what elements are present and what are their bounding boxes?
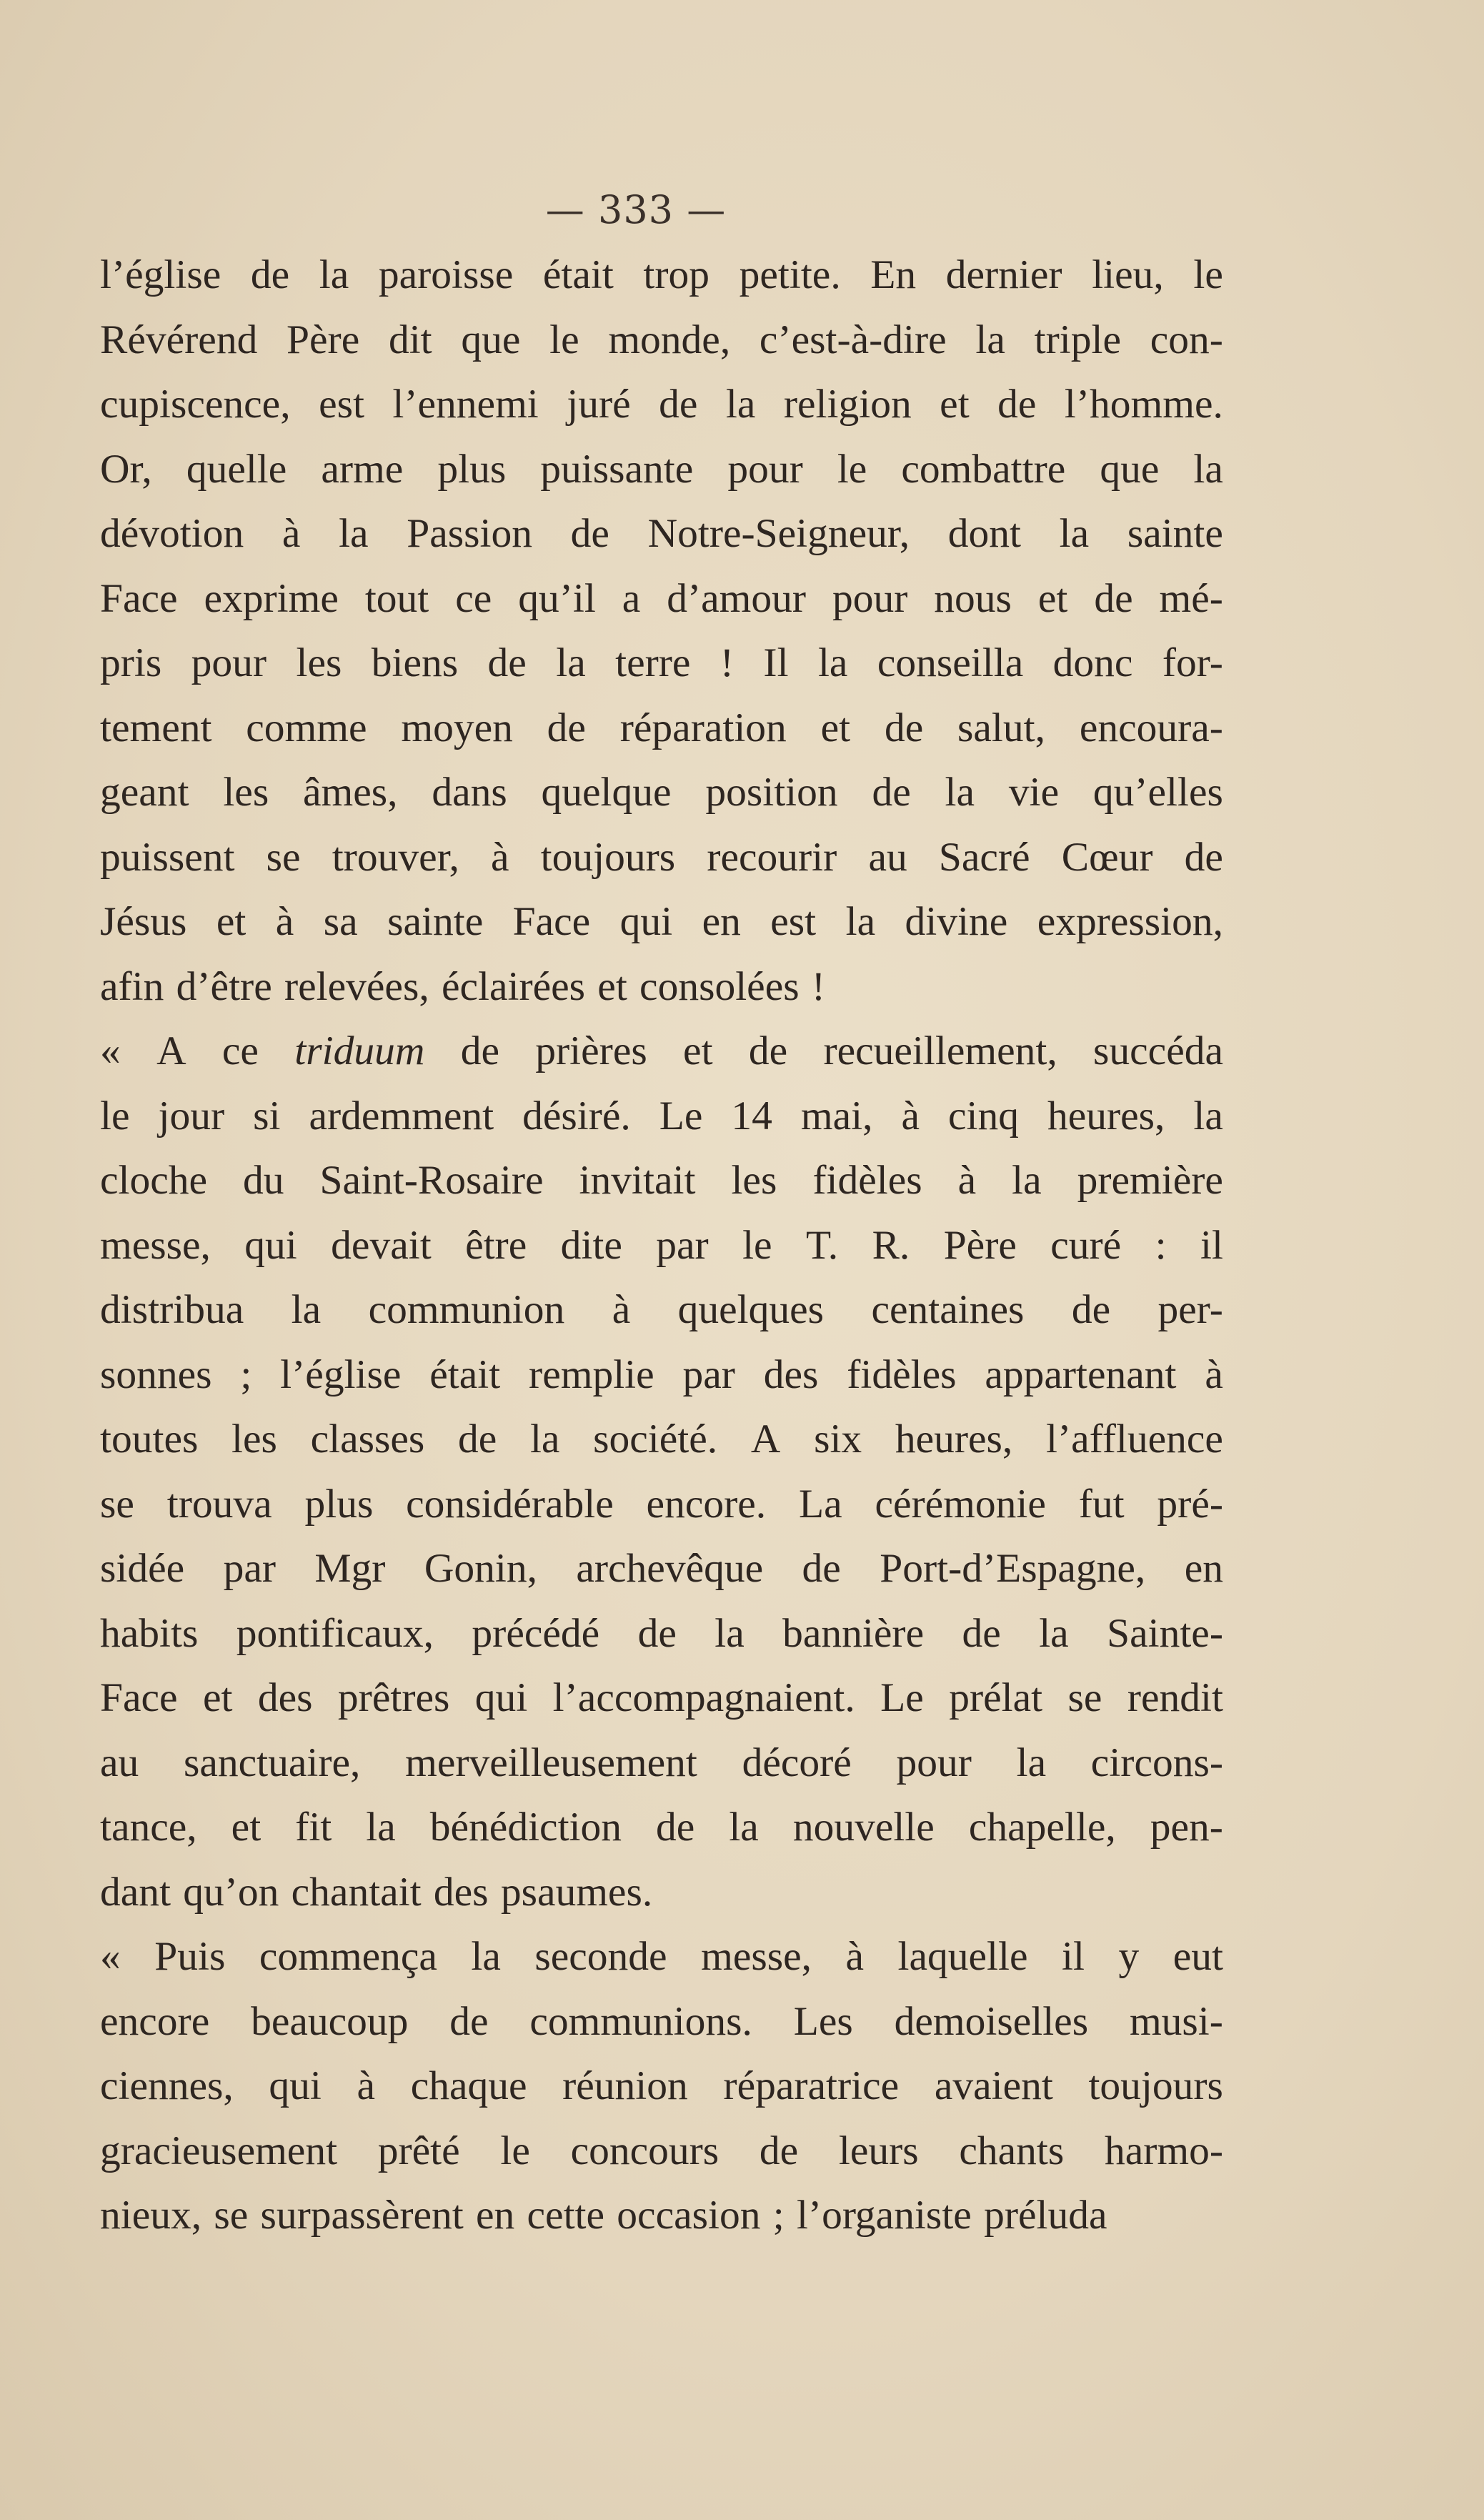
text-line: toutes les classes de la société. A six heures, l’affluence [100, 1417, 1223, 1462]
text-line: gracieusement prêté le concours de leurs chants harmo- [100, 2128, 1223, 2173]
text-line: ciennes, qui à chaque réunion réparatrice avaient toujours [100, 2063, 1223, 2108]
text-line: dant qu’on chantait des psaumes. [100, 1869, 653, 1915]
text-line: Révérend Père dit que le monde, c’est-à-dire la triple con- [100, 317, 1223, 362]
text-line: encore beaucoup de communions. Les demoiselles musi- [100, 1998, 1223, 2044]
text-line: pris pour les biens de la terre ! Il la conseilla donc for- [100, 640, 1223, 685]
text-line: distribua la communion à quelques centaines de per- [100, 1287, 1223, 1332]
text-line: Or, quelle arme plus puissante pour le combattre que la [100, 446, 1223, 492]
text-line: habits pontificaux, précédé de la bannière de la Sainte- [100, 1610, 1223, 1656]
text-line: « A ce triduum de prières et de recueillement, succéda [100, 1028, 1223, 1073]
text-line: cupiscence, est l’ennemi juré de la religion et de l’homme. [100, 382, 1223, 427]
text-line: cloche du Saint-Rosaire invitait les fidèles à la première [100, 1158, 1223, 1203]
text-line: l’église de la paroisse était trop petite. En dernier lieu, le [100, 252, 1223, 297]
text-line: puissent se trouver, à toujours recourir au Sacré Cœur de [100, 834, 1223, 880]
text-line: Face exprime tout ce qu’il a d’amour pour nous et de mé- [100, 575, 1223, 621]
text-line: messe, qui devait être dite par le T. R. Père curé : il [100, 1222, 1223, 1268]
text-line: afin d’être relevées, éclairées et consolées ! [100, 963, 825, 1009]
text-line: Face et des prêtres qui l’accompagnaient. Le prélat se rendit [100, 1675, 1223, 1720]
text-line: dévotion à la Passion de Notre-Seigneur, dont la sainte [100, 511, 1223, 556]
text-line: au sanctuaire, merveilleusement décoré pour la circons- [100, 1740, 1223, 1785]
text-line: sonnes ; l’église était remplie par des fidèles appartenant à [100, 1351, 1223, 1397]
text-line: Jésus et à sa sainte Face qui en est la divine expression, [100, 899, 1223, 944]
text-line: sidée par Mgr Gonin, archevêque de Port-d’Espagne, en [100, 1546, 1223, 1591]
text-line: nieux, se surpassèrent en cette occasion ; l’organiste préluda [100, 2193, 1107, 2238]
text-line: geant les âmes, dans quelque position de la vie qu’elles [100, 770, 1223, 815]
text-line: tance, et fit la bénédiction de la nouvelle chapelle, pen- [100, 1805, 1223, 1850]
text-line: « Puis commença la seconde messe, à laquelle il y eut [100, 1934, 1223, 1979]
text-line: tement comme moyen de réparation et de salut, encoura- [100, 705, 1223, 750]
page-number: — 333 — [545, 187, 727, 232]
body-text [100, 243, 1223, 2248]
text-line: se trouva plus considérable encore. La cérémonie fut pré- [100, 1481, 1223, 1527]
text-line: le jour si ardemment désiré. Le 14 mai, à cinq heures, la [100, 1093, 1223, 1139]
